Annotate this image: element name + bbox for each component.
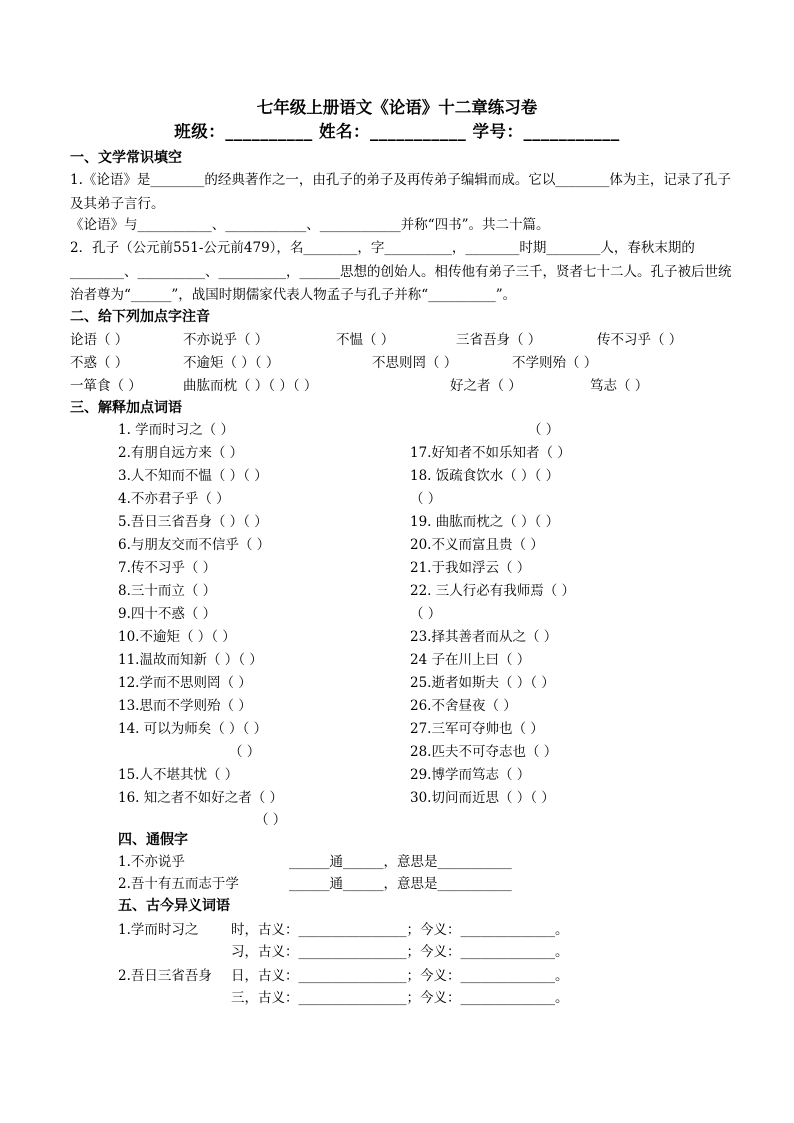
s5-answer-line: 习，古义：________________；今义：______________。 xyxy=(231,944,569,960)
s3-item: 8.三十而立（ ） xyxy=(118,583,217,599)
s3-item-continuation: （ ） xyxy=(255,812,287,828)
s3-item: 27.三军可夺帅也（ ） xyxy=(410,721,544,737)
s4-answer-line: ______通______，意思是___________ xyxy=(289,876,512,892)
s2-item: 论语（ ） xyxy=(70,332,129,348)
s3-item: 29.博学而笃志（ ） xyxy=(410,767,531,783)
s3-item: 7.传不习乎（ ） xyxy=(118,560,217,576)
s3-item: 10.不逾矩（ ）（ ） xyxy=(118,629,236,645)
s2-item: 不愠（ ） xyxy=(336,332,395,348)
s3-item: 2.有朋自远方来（ ） xyxy=(118,445,244,461)
page-title: 七年级上册语文《论语》十二章练习卷 xyxy=(256,98,538,117)
student-info-line: 班级：__________ 姓名：___________ 学号：___________ xyxy=(174,122,620,141)
s3-item: 24 子在川上曰（ ） xyxy=(410,652,531,668)
s3-item: 30.切问而近思（ ）（ ） xyxy=(410,790,555,806)
s3-item: 15.人不堪其忧（ ） xyxy=(118,767,239,783)
s3-item-continuation: （ ） xyxy=(528,422,560,438)
s3-item: 6.与朋友交而不信乎（ ） xyxy=(118,537,271,553)
s1-paragraph-2: 《论语》与___________、____________、____________并称“四书”。共二十篇。 xyxy=(70,217,550,233)
s2-item: 一箪食（ ） xyxy=(70,378,142,394)
s3-item: 21.于我如浮云（ ） xyxy=(410,560,531,576)
s3-item: 9.四十不惑（ ） xyxy=(118,606,217,622)
s3-item: 25.逝者如斯夫（ ）（ ） xyxy=(410,675,555,691)
s5-answer-line: 三，古义：________________；今义：______________。 xyxy=(231,990,569,1006)
s3-item: 11.温故而知新（ ）（ ） xyxy=(118,652,263,668)
s3-item-continuation: （ ） xyxy=(410,606,442,622)
s2-item: 曲肱而枕（ ）（ ）（ ） xyxy=(183,378,318,394)
s3-item: 4.不亦君子乎（ ） xyxy=(118,491,230,507)
s4-question: 2.吾十有五而志于学 xyxy=(118,876,239,892)
s3-item: 23.择其善者而从之（ ） xyxy=(410,629,558,645)
s2-item: 不思则罔（ ） xyxy=(372,355,458,371)
s1-paragraph-3: 2．孔子（公元前551-公元前479），名________，字__________，________时期________人，春秋末期的________、__________、__________，______思想的创始人。相传他有弟子三千，贤者七十二人。孔子被后世统治者尊为“______”，战国时期儒家代表人物孟子与孔子并称“__________”。 xyxy=(70,240,732,303)
s3-item: 16. 知之者不如好之者（ ） xyxy=(118,790,284,806)
section-5-heading: 五、古今异义词语 xyxy=(118,898,230,914)
s2-item: 传不习乎（ ） xyxy=(597,332,683,348)
s5-answer-line: 日，古义：________________；今义：______________。 xyxy=(231,968,569,984)
s3-item: 12.学而不思则罔（ ） xyxy=(118,675,252,691)
s5-answer-line: 时，古义：________________；今义：______________。 xyxy=(231,922,569,938)
section-4-heading: 四、通假字 xyxy=(118,832,188,848)
s4-question: 1.不亦说乎 xyxy=(118,854,185,870)
s3-item: 1. 学而时习之（ ） xyxy=(118,422,234,438)
s3-item-continuation: （ ） xyxy=(229,744,261,760)
s5-question: 2.吾日三省吾身 xyxy=(118,968,212,984)
s4-answer-line: ______通______，意思是___________ xyxy=(289,854,512,870)
s3-item: 28.匹夫不可夺志也（ ） xyxy=(410,744,558,760)
section-1-heading: 一、文学常识填空 xyxy=(70,150,182,166)
section-2-heading: 二、给下列加点字注音 xyxy=(70,309,210,325)
s3-item: 22. 三人行必有我师焉（ ） xyxy=(410,583,576,599)
s3-item: 14. 可以为师矣（ ）（ ） xyxy=(118,721,268,737)
s3-item: 18. 饭疏食饮水（ ）（ ） xyxy=(410,468,560,484)
section-3-heading: 三、解释加点词语 xyxy=(70,400,182,416)
s5-question: 1.学而时习之 xyxy=(118,922,199,938)
s2-item: 不学则殆（ ） xyxy=(512,355,598,371)
s2-item: 不惑（ ） xyxy=(70,355,129,371)
s3-item: 26.不舍昼夜（ ） xyxy=(410,698,517,714)
s2-item: 笃志（ ） xyxy=(590,378,649,394)
s3-item-continuation: （ ） xyxy=(410,491,442,507)
s3-item: 17.好知者不如乐知者（ ） xyxy=(410,445,571,461)
s2-item: 不亦说乎（ ） xyxy=(183,332,269,348)
s3-item: 19. 曲肱而枕之（ ）（ ） xyxy=(410,514,560,530)
s3-item: 3.人不知而不愠（ ）（ ） xyxy=(118,468,268,484)
s2-item: 三省吾身（ ） xyxy=(456,332,542,348)
s3-item: 5.吾日三省吾身（ ）（ ） xyxy=(118,514,268,530)
s1-paragraph-1: 1.《论语》是________的经典著作之一，由孔子的弟子及再传弟子编辑而成。它以________体为主，记录了孔子及其弟子言行。 xyxy=(70,172,731,212)
s3-item: 13.思而不学则殆（ ） xyxy=(118,698,252,714)
s2-item: 好之者（ ） xyxy=(450,378,522,394)
s3-item: 20.不义而富且贵（ ） xyxy=(410,537,544,553)
s2-item: 不逾矩（ ）（ ） xyxy=(183,355,280,371)
